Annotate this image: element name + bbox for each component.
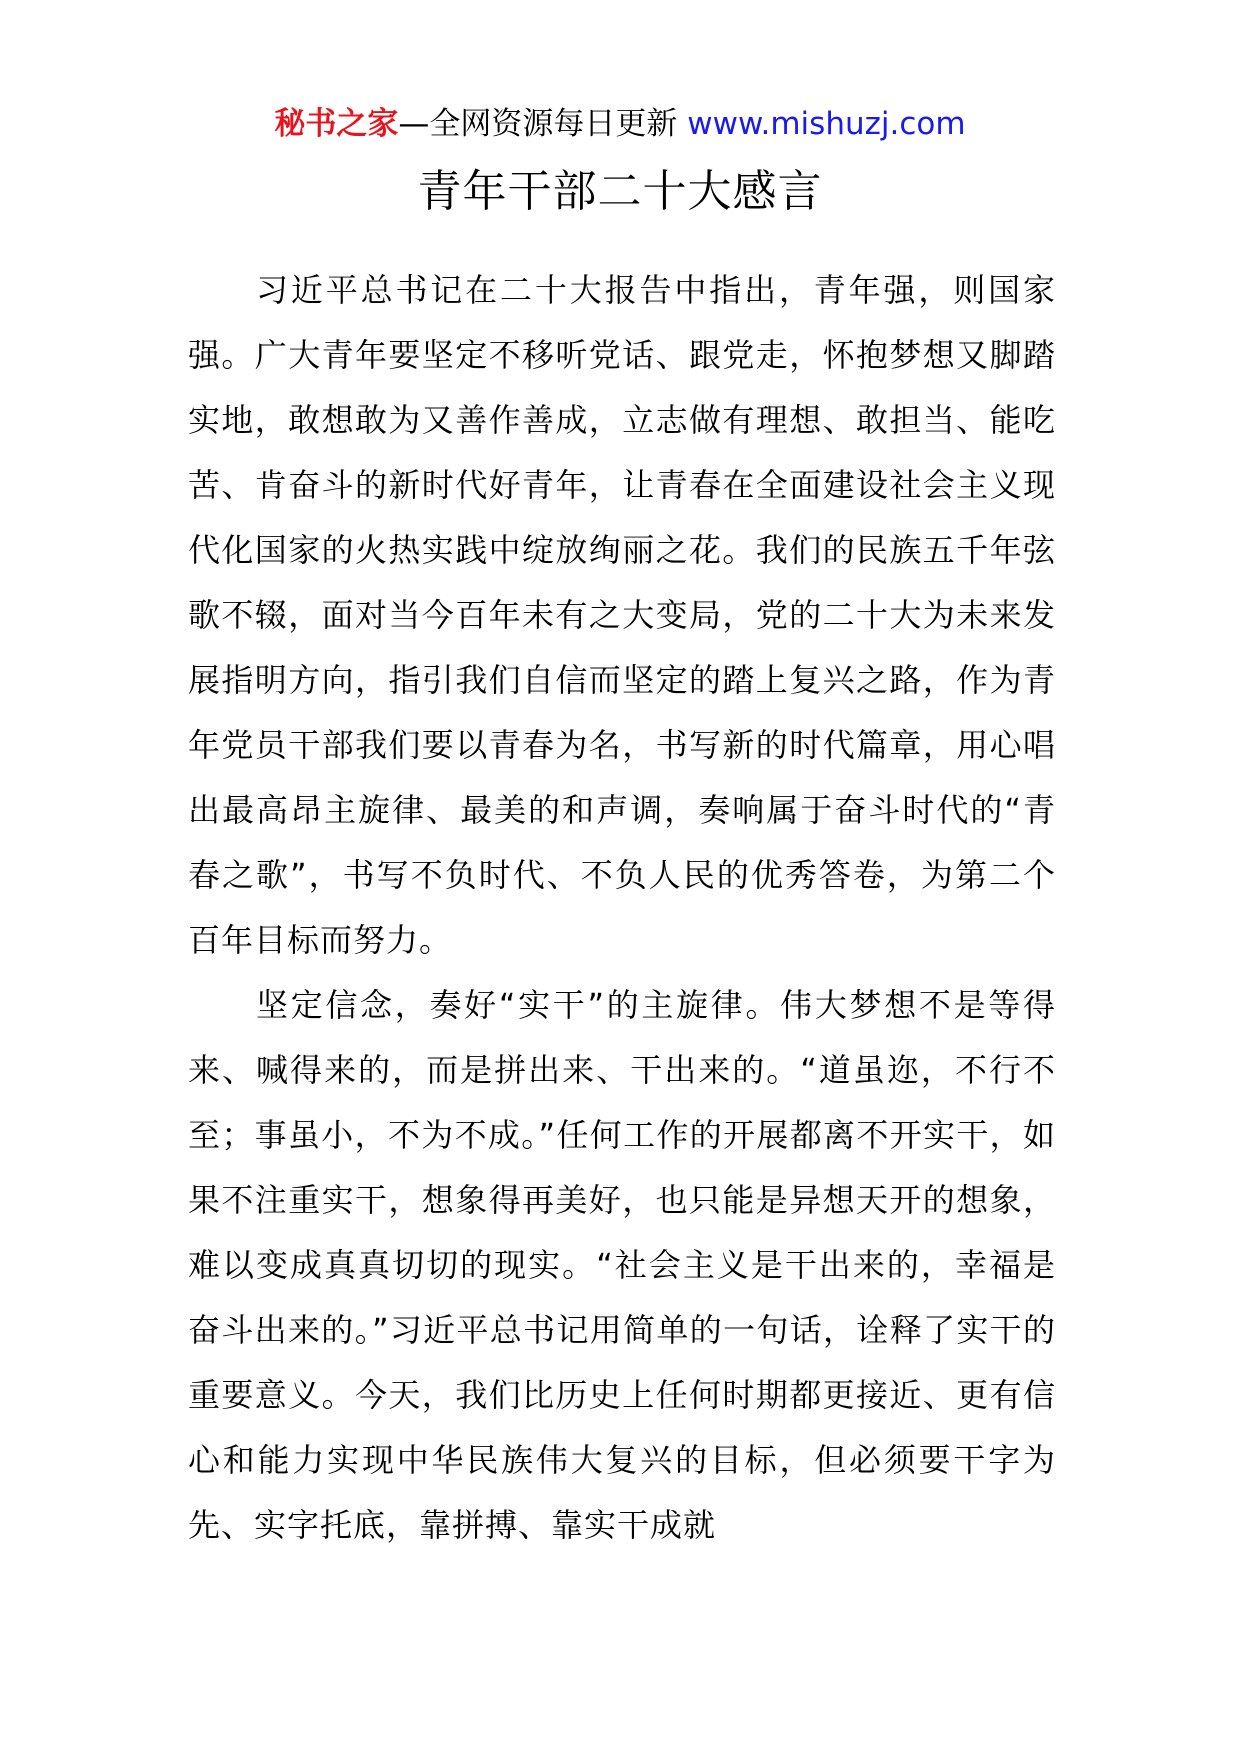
header-tagline: —全网资源每日更新: [398, 106, 688, 142]
paragraph: 习近平总书记在二十大报告中指出，青年强，则国家强。广大青年要坚定不移听党话、跟党走，怀抱梦想又脚踏实地，敢想敢为又善作善成，立志做有理想、敢担当、能吃苦、肯奋斗的新时代好青年，让青春在全面建设社会主义现代化国家的火热实践中绽放绚丽之花。我们的民族五千年弦歌不辍，面对当今百年未有之大变局，党的二十大为未来发展指明方向，指引我们自信而坚定的踏上复兴之路，作为青年党员干部我们要以青春为名，书写新的时代篇章，用心唱出最高昂主旋律、最美的和声调，奏响属于奋斗时代的“青春之歌”，书写不负时代、不负人民的优秀答卷，为第二个百年目标而努力。: [188, 271, 1056, 959]
document-title: 青年干部二十大感言: [417, 166, 823, 217]
site-url-link[interactable]: www.mishuzj.com: [687, 106, 966, 142]
paragraph: 坚定信念，奏好“实干”的主旋律。伟大梦想不是等得来、喊得来的，而是拼出来、干出来的。“道虽迩，不行不至；事虽小，不为不成。”任何工作的开展都离不开实干，如果不注重实干，想象得再美好，也只能是异想天开的想象，难以变成真真切切的现实。“社会主义是干出来的，幸福是奋斗出来的。”习近平总书记用简单的一句话，诠释了实干的重要意义。今天，我们比历史上任何时期都更接近、更有信心和能力实现中华民族伟大复兴的目标，但必须要干字为先、实字托底，靠拼搏、靠实干成就: [188, 986, 1056, 1544]
site-header: [0, 102, 1240, 146]
brand-name: 秘书之家: [274, 106, 399, 142]
document-body: [188, 258, 1056, 1558]
